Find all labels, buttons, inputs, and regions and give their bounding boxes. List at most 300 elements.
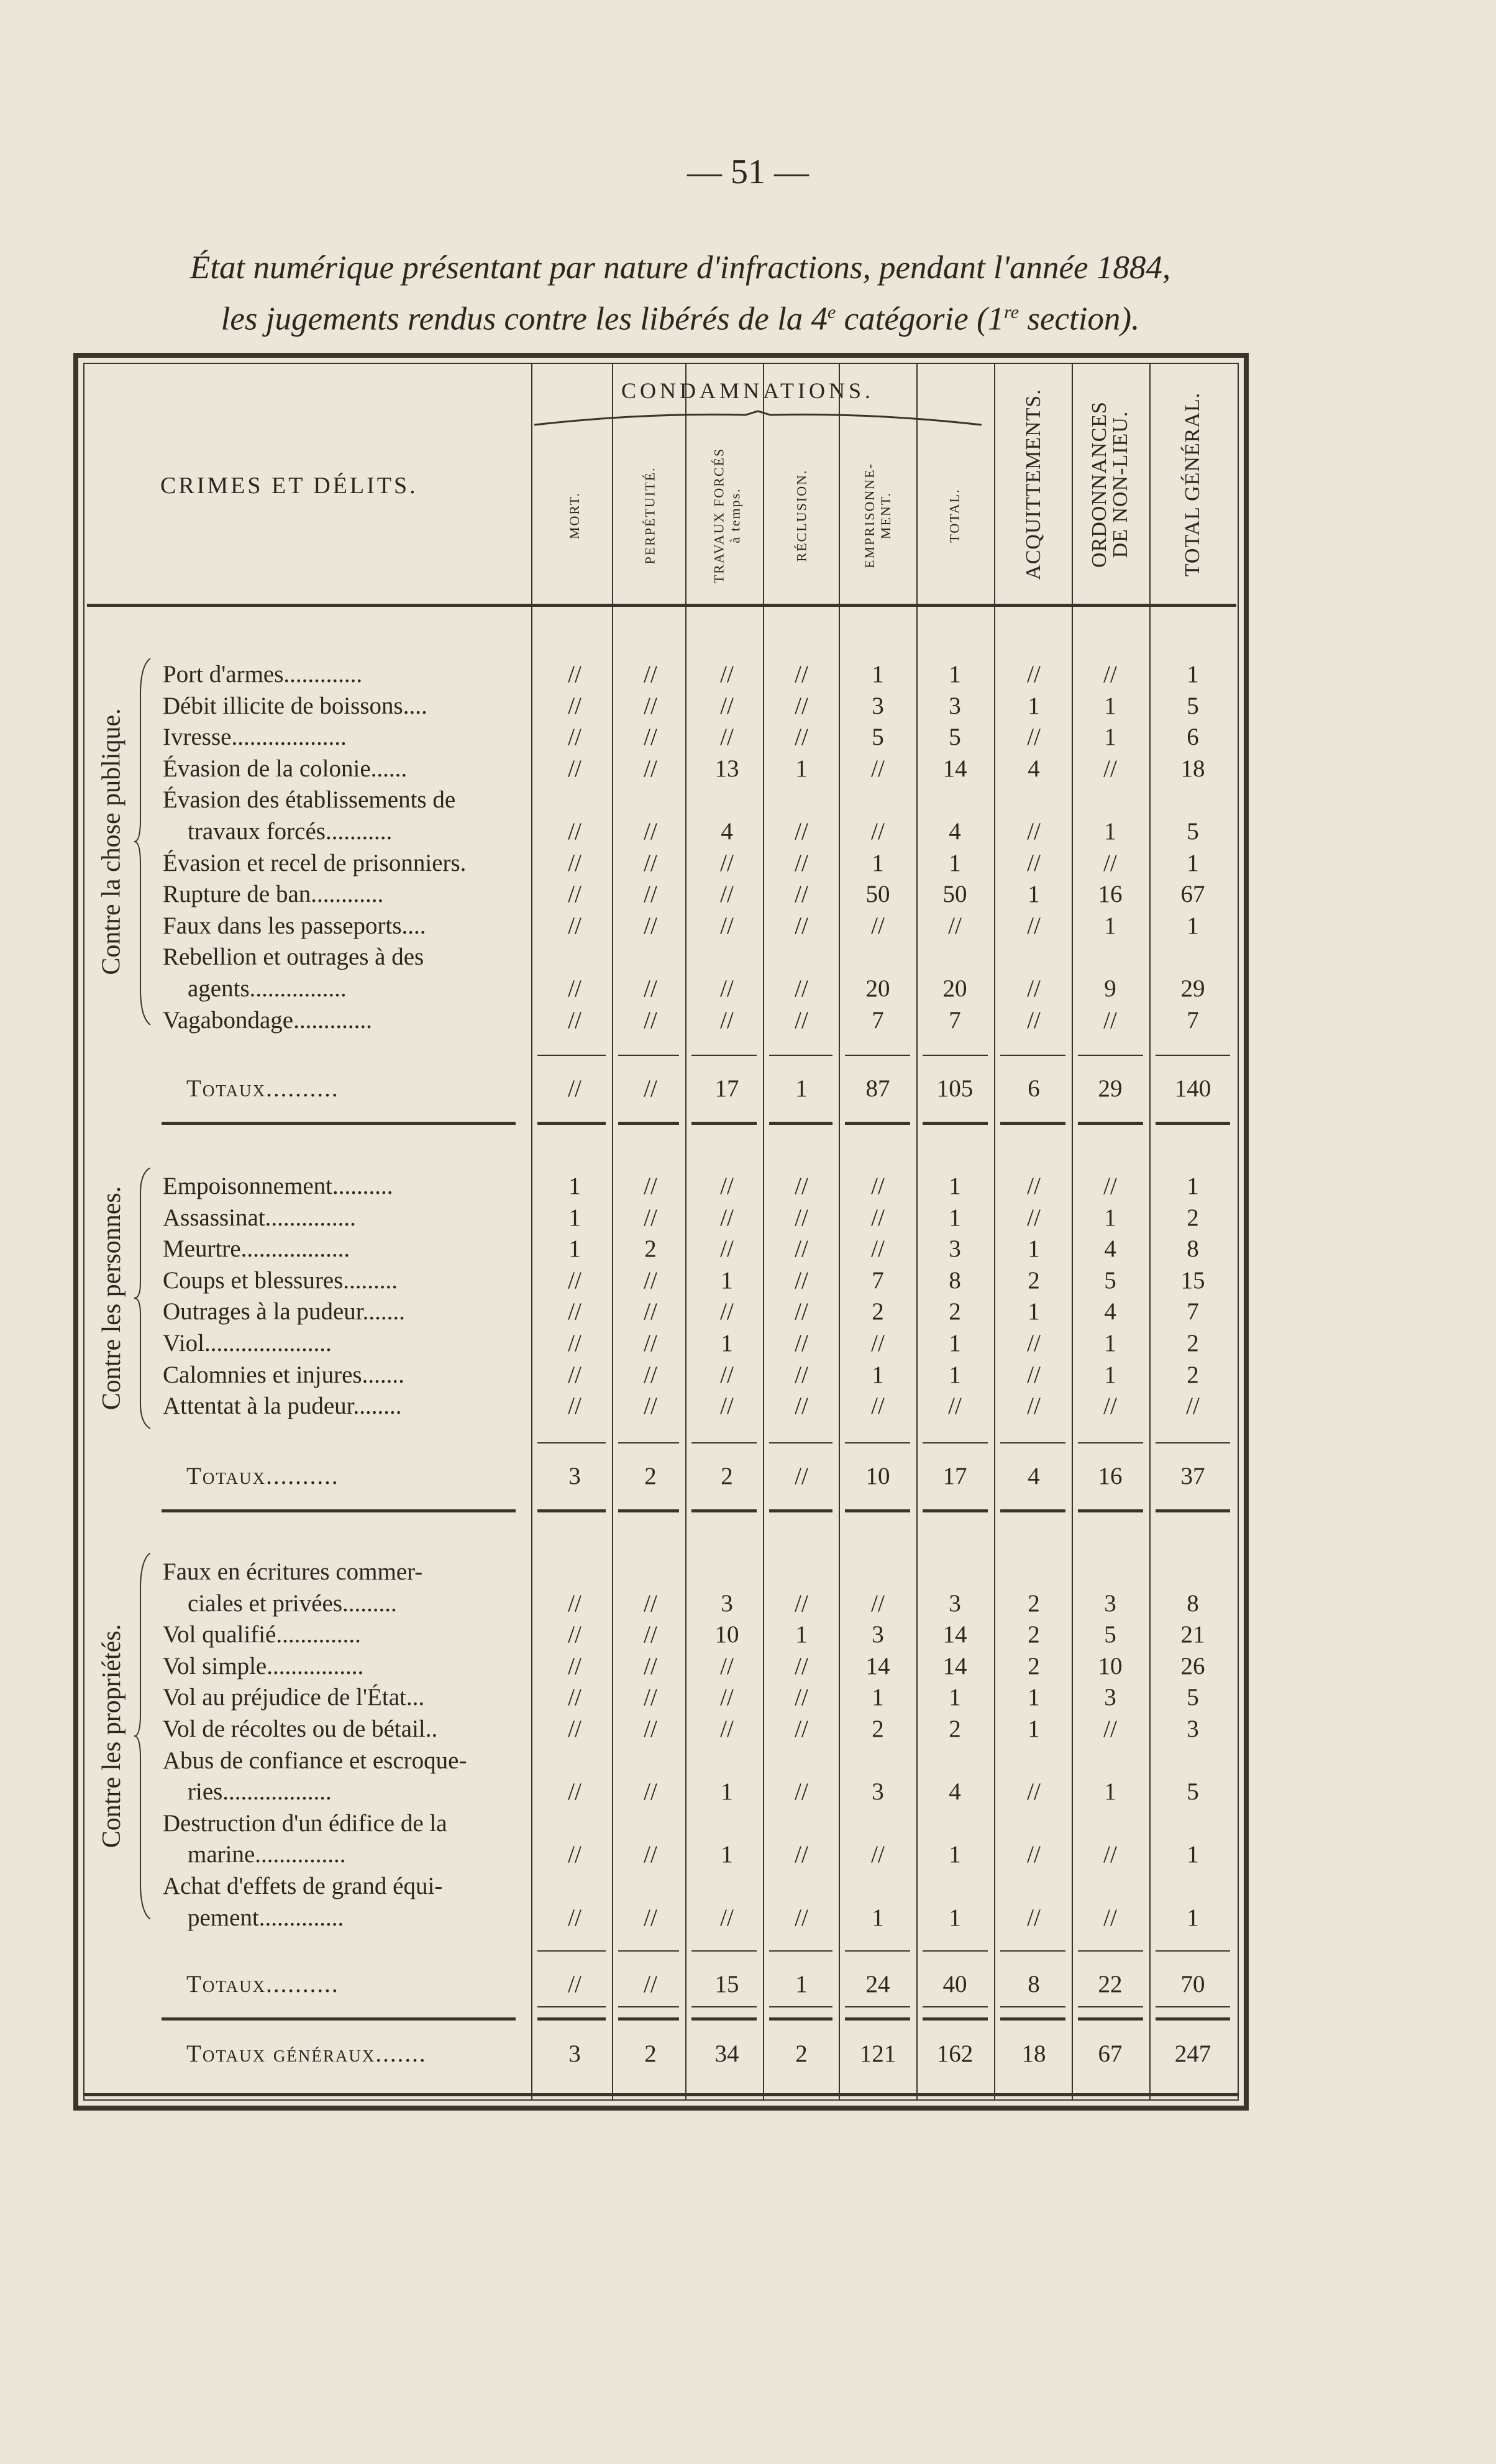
group-label-text: Contre les propriétés. xyxy=(98,1624,126,1848)
label-rule xyxy=(162,1509,516,1512)
table-cell: // xyxy=(568,818,582,845)
table-row xyxy=(0,1776,1496,1807)
table-cell: 1 xyxy=(795,1621,808,1648)
table-cell: // xyxy=(871,1330,885,1357)
table-cell: 1 xyxy=(795,755,808,782)
table-cell: 2 xyxy=(1187,1204,1199,1231)
column-header xyxy=(690,422,764,609)
table-row xyxy=(0,1360,1496,1391)
table-cell: 1 xyxy=(795,1971,808,1998)
cell-rule xyxy=(1156,1950,1230,1952)
table-cell: 16 xyxy=(1098,1463,1123,1489)
row-label: Attentat à la pudeur........ xyxy=(163,1393,402,1420)
table-cell: 21 xyxy=(1180,1621,1205,1648)
table-cell: 1 xyxy=(1028,692,1040,719)
table-cell: // xyxy=(644,1716,657,1742)
table-cell: // xyxy=(644,1778,657,1806)
table-cell: // xyxy=(568,849,582,876)
table-cell: // xyxy=(795,1716,808,1742)
table-cell: 1 xyxy=(721,1841,733,1868)
column-header-text: MORT. xyxy=(566,491,582,540)
cell-rule xyxy=(1000,1950,1065,1952)
table-cell: 1 xyxy=(949,661,961,688)
table-cell: // xyxy=(795,1006,808,1034)
table-cell: // xyxy=(795,1652,808,1680)
table-row xyxy=(0,1745,1496,1776)
table-cell: 20 xyxy=(865,975,890,1002)
table-cell: // xyxy=(720,1716,734,1742)
column-header xyxy=(918,422,992,609)
table-cell: // xyxy=(795,975,808,1002)
table-row xyxy=(0,1171,1496,1202)
table-cell: // xyxy=(644,1589,657,1617)
cell-rule xyxy=(1078,1055,1143,1056)
cell-rule xyxy=(769,1509,832,1512)
table-cell: // xyxy=(568,975,582,1002)
row-label: Faux en écritures commer- xyxy=(163,1558,423,1585)
cell-rule xyxy=(1000,2006,1065,2007)
page-number: — 51 — xyxy=(687,153,809,191)
row-label: Vol simple................ xyxy=(163,1652,364,1680)
table-cell: // xyxy=(1103,1841,1117,1868)
row-label: Rupture de ban............ xyxy=(163,881,384,908)
table-cell: 24 xyxy=(865,1971,890,1998)
table-row xyxy=(0,1682,1496,1713)
table-cell: // xyxy=(644,1652,657,1680)
totals-row xyxy=(0,1461,1496,1492)
cell-rule xyxy=(845,1055,910,1056)
table-cell: // xyxy=(1027,1006,1041,1034)
table-cell: // xyxy=(720,881,734,908)
column-header-text: ORDONNANCES DE NON-LIEU. xyxy=(1088,401,1133,568)
table-cell: 1 xyxy=(721,1778,733,1806)
cell-rule xyxy=(1078,1122,1143,1125)
table-cell: 3 xyxy=(1187,1716,1199,1742)
table-cell: // xyxy=(795,1589,808,1617)
table-row xyxy=(0,1651,1496,1682)
table-row xyxy=(0,753,1496,784)
table-cell: 1 xyxy=(1187,1841,1199,1868)
table-cell: 1 xyxy=(721,1266,733,1294)
cell-rule xyxy=(618,1509,679,1512)
table-cell: // xyxy=(795,849,808,876)
table-row xyxy=(0,848,1496,879)
cell-rule xyxy=(691,1509,757,1512)
table-cell: // xyxy=(720,724,734,751)
table-cell: // xyxy=(1027,1393,1041,1420)
table-cell: // xyxy=(644,1971,657,1998)
table-cell: 1 xyxy=(872,849,884,876)
table-cell: // xyxy=(1103,1904,1117,1931)
row-label: Totaux.......... xyxy=(186,1971,339,1998)
table-cell: // xyxy=(795,724,808,751)
table-cell: // xyxy=(795,1393,808,1420)
caption-line-1: État numérique présentant par nature d'infractions, pendant l'année 1884, xyxy=(189,250,1171,286)
table-cell: // xyxy=(795,1330,808,1357)
table-cell: 18 xyxy=(1021,2040,1046,2067)
table-cell: 2 xyxy=(949,1716,961,1742)
table-cell: // xyxy=(644,849,657,876)
cell-rule xyxy=(923,2006,988,2007)
table-cell: // xyxy=(720,912,734,939)
table-cell: 1 xyxy=(949,1173,961,1199)
row-label: Vol au préjudice de l'État... xyxy=(163,1684,425,1711)
table-cell: // xyxy=(948,912,962,939)
cell-rule xyxy=(537,1509,606,1512)
table-cell: // xyxy=(644,661,657,688)
table-cell: 87 xyxy=(865,1075,890,1102)
table-cell: 4 xyxy=(721,818,733,845)
cell-rule xyxy=(845,2006,910,2007)
table-cell: // xyxy=(1103,849,1117,876)
cell-rule xyxy=(618,2006,679,2007)
cell-rule xyxy=(691,1442,757,1443)
totals-row xyxy=(0,2039,1496,2070)
table-cell: // xyxy=(568,1841,582,1868)
table-cell: // xyxy=(795,1266,808,1294)
table-row xyxy=(0,879,1496,910)
cell-rule xyxy=(1156,1055,1230,1056)
cell-rule xyxy=(923,1509,988,1512)
row-label: Assassinat............... xyxy=(163,1204,356,1231)
row-label: Rebellion et outrages à des xyxy=(163,943,424,971)
row-label: Meurtre.................. xyxy=(163,1235,350,1263)
table-cell: // xyxy=(871,1841,885,1868)
column-header-text: TRAVAUX FORCÉS à temps. xyxy=(711,447,742,584)
table-row xyxy=(0,1265,1496,1296)
caption-sup-1: e xyxy=(828,302,836,322)
table-cell: // xyxy=(644,1266,657,1294)
table-cell: 1 xyxy=(1028,1235,1040,1263)
table-row xyxy=(0,784,1496,816)
table-row xyxy=(0,816,1496,847)
table-row xyxy=(0,942,1496,973)
column-header-text: PERPÉTUITÉ. xyxy=(642,466,658,565)
table-cell: // xyxy=(1027,1361,1041,1388)
table-cell: 1 xyxy=(1104,1361,1116,1388)
table-cell: 1 xyxy=(949,849,961,876)
cell-rule xyxy=(1000,1055,1065,1056)
table-cell: // xyxy=(1027,912,1041,939)
cell-rule xyxy=(769,2017,832,2021)
table-row xyxy=(0,1557,1496,1588)
table-cell: // xyxy=(568,755,582,782)
label-rule xyxy=(162,1122,516,1125)
cell-rule xyxy=(923,1442,988,1443)
table-cell: // xyxy=(795,1904,808,1931)
cell-rule xyxy=(691,2006,757,2007)
table-cell: // xyxy=(568,1621,582,1648)
table-cell: // xyxy=(795,692,808,719)
table-row xyxy=(0,1202,1496,1234)
cell-rule xyxy=(1156,1442,1230,1443)
table-cell: // xyxy=(1027,1330,1041,1357)
table-cell: 1 xyxy=(949,1330,961,1357)
table-cell: // xyxy=(720,1361,734,1388)
cell-rule xyxy=(618,1442,679,1443)
table-caption xyxy=(99,245,1261,342)
column-header xyxy=(1156,373,1230,596)
table-cell: 14 xyxy=(942,1621,967,1648)
row-label: Évasion et recel de prisonniers. xyxy=(163,849,467,876)
table-cell: 3 xyxy=(568,2040,581,2067)
cell-rule xyxy=(618,2017,679,2021)
table-cell: 67 xyxy=(1180,881,1205,908)
column-header xyxy=(613,422,688,609)
table-cell: 1 xyxy=(949,1684,961,1711)
row-label: Destruction d'un édifice de la xyxy=(163,1809,447,1837)
cell-rule xyxy=(923,1122,988,1125)
table-cell: 7 xyxy=(1187,1006,1199,1034)
cell-rule xyxy=(537,1950,606,1952)
table-row xyxy=(0,1871,1496,1902)
table-cell: 1 xyxy=(949,1204,961,1231)
table-cell: 3 xyxy=(568,1463,581,1489)
table-cell: // xyxy=(568,1330,582,1357)
table-cell: 1 xyxy=(1104,692,1116,719)
column-header-text: TOTAL GÉNÉRAL. xyxy=(1181,392,1204,577)
cell-rule xyxy=(1078,1509,1143,1512)
table-cell: 3 xyxy=(721,1589,733,1617)
table-cell: 70 xyxy=(1180,1971,1205,1998)
table-cell: 10 xyxy=(714,1621,739,1648)
table-cell: // xyxy=(568,1298,582,1325)
cell-rule xyxy=(1000,1509,1065,1512)
table-cell: 1 xyxy=(1104,724,1116,751)
table-cell: // xyxy=(568,724,582,751)
cell-rule xyxy=(769,1055,832,1056)
caption-line-2 xyxy=(99,290,1261,342)
group-label-text: Contre les personnes. xyxy=(98,1186,126,1411)
table-cell: // xyxy=(568,912,582,939)
table-cell: // xyxy=(1027,975,1041,1002)
table-cell: // xyxy=(795,1361,808,1388)
table-cell: 4 xyxy=(949,1778,961,1806)
table-cell: // xyxy=(720,1652,734,1680)
table-cell: 34 xyxy=(714,2040,739,2067)
table-cell: 162 xyxy=(936,2040,974,2067)
table-cell: // xyxy=(1103,1173,1117,1199)
table-cell: // xyxy=(795,912,808,939)
cell-rule xyxy=(769,1950,832,1952)
table-cell: 8 xyxy=(1187,1235,1199,1263)
caption-text-c: section). xyxy=(1019,301,1140,337)
table-cell: // xyxy=(871,1235,885,1263)
row-label: Totaux généraux....... xyxy=(186,2040,427,2067)
cell-rule xyxy=(618,1950,679,1952)
group-label xyxy=(87,646,137,1037)
table-cell: 7 xyxy=(949,1006,961,1034)
cell-rule xyxy=(691,1122,757,1125)
table-cell: 2 xyxy=(949,1298,961,1325)
table-row xyxy=(0,1391,1496,1422)
cell-rule xyxy=(1078,2006,1143,2007)
cell-rule xyxy=(845,1442,910,1443)
table-cell: // xyxy=(720,1173,734,1199)
table-cell: 3 xyxy=(1104,1684,1116,1711)
row-label: Port d'armes............. xyxy=(163,661,363,688)
table-cell: // xyxy=(644,1361,657,1388)
table-cell: // xyxy=(1027,661,1041,688)
table-cell: 29 xyxy=(1098,1075,1123,1102)
cell-rule xyxy=(537,1055,606,1056)
table-cell: 6 xyxy=(1028,1075,1040,1102)
table-cell: 22 xyxy=(1098,1971,1123,1998)
table-cell: 1 xyxy=(1187,1173,1199,1199)
table-cell: 4 xyxy=(1104,1298,1116,1325)
cell-rule xyxy=(769,1122,832,1125)
row-label: Coups et blessures......... xyxy=(163,1266,398,1294)
cell-rule xyxy=(1000,1122,1065,1125)
table-cell: // xyxy=(795,1684,808,1711)
table-cell: 14 xyxy=(942,755,967,782)
column-header-text: RÉCLUSION. xyxy=(793,469,810,562)
row-label: Faux dans les passeports.... xyxy=(163,912,426,939)
caption-text-a: les jugements rendus contre les libérés de la 4 xyxy=(221,301,828,337)
table-cell: 7 xyxy=(872,1266,884,1294)
table-cell: // xyxy=(795,881,808,908)
column-header-text: EMPRISONNE- MENT. xyxy=(862,463,893,568)
cell-rule xyxy=(618,1122,679,1125)
table-cell: 3 xyxy=(949,1235,961,1263)
condamnations-header: CONDAMNATIONS. xyxy=(621,378,875,403)
table-cell: 6 xyxy=(1187,724,1199,751)
table-cell: 2 xyxy=(1028,1266,1040,1294)
table-cell: // xyxy=(795,1235,808,1263)
table-cell: 1 xyxy=(949,1904,961,1931)
table-cell: 1 xyxy=(1104,818,1116,845)
table-cell: 9 xyxy=(1104,975,1116,1002)
table-cell: 1 xyxy=(568,1235,581,1263)
table-cell: // xyxy=(568,661,582,688)
table-cell: 2 xyxy=(721,1463,733,1489)
table-cell: // xyxy=(795,1173,808,1199)
table-row xyxy=(0,1808,1496,1839)
row-label: Empoisonnement.......... xyxy=(163,1173,393,1199)
row-label: Abus de confiance et escroque- xyxy=(163,1747,467,1774)
table-cell: 121 xyxy=(859,2040,896,2067)
table-cell: 1 xyxy=(1187,1904,1199,1931)
cell-rule xyxy=(1078,2017,1143,2021)
table-cell: // xyxy=(644,1393,657,1420)
table-row xyxy=(0,1839,1496,1870)
table-cell: 4 xyxy=(1104,1235,1116,1263)
table-cell: // xyxy=(795,661,808,688)
table-cell: 14 xyxy=(865,1652,890,1680)
table-cell: // xyxy=(568,692,582,719)
table-cell: 1 xyxy=(872,661,884,688)
table-row xyxy=(0,973,1496,1004)
totals-row xyxy=(0,1969,1496,2000)
table-cell: // xyxy=(568,881,582,908)
table-cell: // xyxy=(871,1393,885,1420)
table-cell: // xyxy=(871,755,885,782)
table-cell: // xyxy=(720,975,734,1002)
table-cell: // xyxy=(1186,1393,1200,1420)
row-label: Débit illicite de boissons.... xyxy=(163,692,427,719)
table-cell: 140 xyxy=(1174,1075,1211,1102)
cell-rule xyxy=(691,1055,757,1056)
table-cell: 10 xyxy=(1098,1652,1123,1680)
label-rule xyxy=(162,2017,516,2021)
group-bracket xyxy=(132,1553,153,1919)
row-label: agents................ xyxy=(188,975,347,1002)
table-cell: 1 xyxy=(795,1075,808,1102)
cell-rule xyxy=(845,1122,910,1125)
table-cell: // xyxy=(644,692,657,719)
cell-rule xyxy=(1156,2017,1230,2021)
table-cell: 2 xyxy=(1187,1330,1199,1357)
table-cell: 2 xyxy=(795,2040,808,2067)
group-bracket xyxy=(132,658,153,1025)
table-cell: 1 xyxy=(1028,1716,1040,1742)
table-cell: // xyxy=(644,724,657,751)
table-cell: 2 xyxy=(872,1298,884,1325)
column-header xyxy=(764,422,839,609)
table-cell: 5 xyxy=(1187,692,1199,719)
totals-row xyxy=(0,1073,1496,1104)
table-cell: // xyxy=(644,912,657,939)
table-cell: // xyxy=(644,1684,657,1711)
table-cell: // xyxy=(644,1841,657,1868)
table-cell: // xyxy=(720,849,734,876)
table-cell: // xyxy=(644,1204,657,1231)
table-cell: 8 xyxy=(949,1266,961,1294)
table-cell: 7 xyxy=(1187,1298,1199,1325)
cell-rule xyxy=(769,1442,832,1443)
row-label: Totaux.......... xyxy=(186,1075,339,1102)
table-cell: // xyxy=(795,1463,808,1489)
table-cell: 15 xyxy=(714,1971,739,1998)
cell-rule xyxy=(1156,1122,1230,1125)
table-row xyxy=(0,691,1496,722)
table-row xyxy=(0,1328,1496,1359)
table-cell: // xyxy=(568,1971,582,1998)
row-label: Évasion de la colonie...... xyxy=(163,755,408,782)
table-cell: // xyxy=(568,1006,582,1034)
table-cell: 105 xyxy=(936,1075,974,1102)
column-header xyxy=(1073,373,1147,596)
cell-rule xyxy=(845,2017,910,2021)
table-cell: 1 xyxy=(1104,912,1116,939)
table-cell: // xyxy=(568,1266,582,1294)
group-bracket xyxy=(132,1168,153,1429)
table-cell: // xyxy=(644,881,657,908)
table-cell: 3 xyxy=(872,692,884,719)
table-cell: 2 xyxy=(1028,1589,1040,1617)
table-cell: // xyxy=(644,818,657,845)
table-cell: // xyxy=(644,1173,657,1199)
cell-rule xyxy=(923,2017,988,2021)
table-cell: // xyxy=(644,1006,657,1034)
row-label: pement.............. xyxy=(188,1904,344,1931)
table-cell: 17 xyxy=(714,1075,739,1102)
table-cell: 5 xyxy=(949,724,961,751)
table-cell: 2 xyxy=(1187,1361,1199,1388)
table-cell: 1 xyxy=(1104,1778,1116,1806)
table-cell: 5 xyxy=(1187,818,1199,845)
table-cell: 1 xyxy=(1187,912,1199,939)
row-label: Vagabondage............. xyxy=(163,1006,372,1034)
column-header xyxy=(537,422,612,609)
table-cell: 1 xyxy=(1028,1298,1040,1325)
table-cell: 3 xyxy=(872,1778,884,1806)
table-cell: // xyxy=(644,1621,657,1648)
column-header xyxy=(841,422,915,609)
table-cell: // xyxy=(568,1684,582,1711)
table-cell: 5 xyxy=(1104,1621,1116,1648)
table-cell: 20 xyxy=(942,975,967,1002)
